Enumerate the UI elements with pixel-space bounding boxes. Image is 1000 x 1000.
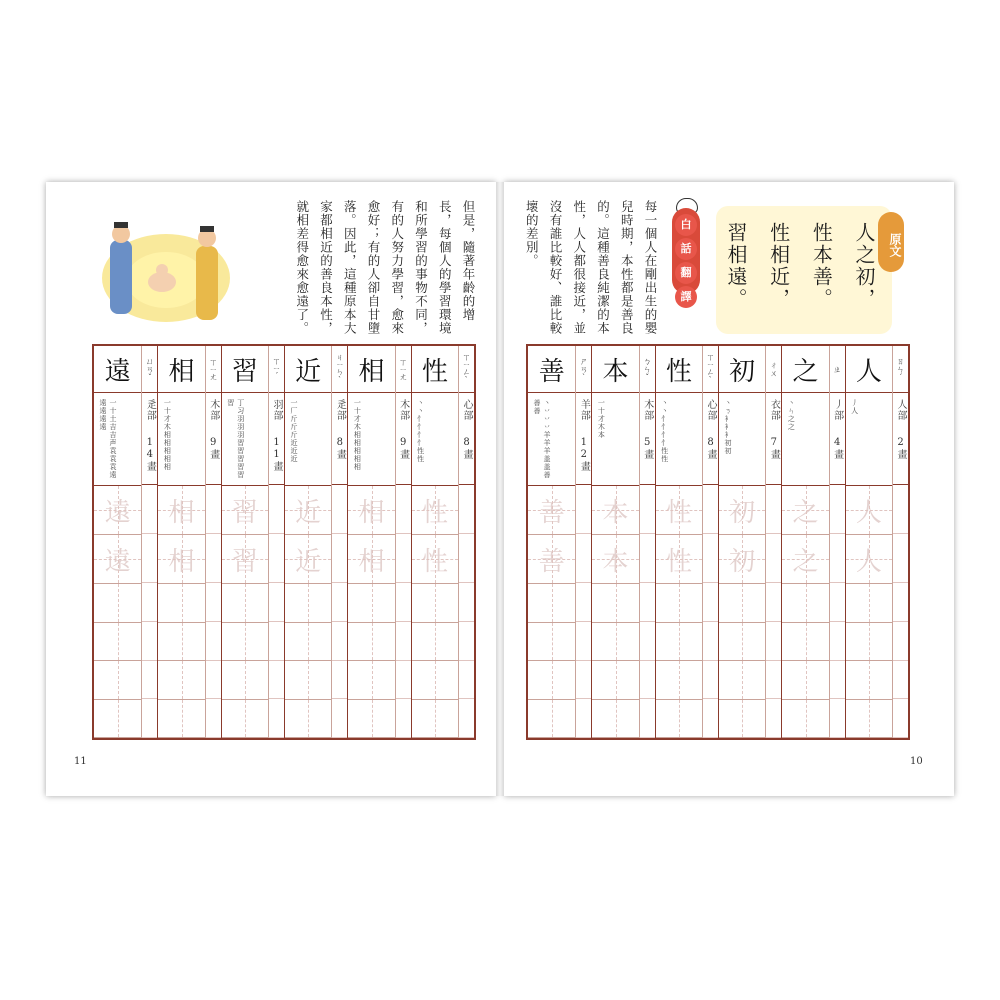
practice-blank-cell[interactable] xyxy=(846,584,892,623)
radical-label: 羊部 xyxy=(578,399,590,421)
zhuyin-label: ㄩㄢˇ xyxy=(142,346,157,393)
practice-blank-cell[interactable] xyxy=(412,661,458,700)
trace-character[interactable]: 習 xyxy=(222,535,268,584)
practice-blank-cell[interactable] xyxy=(222,661,268,700)
practice-blank-cell[interactable] xyxy=(719,700,765,739)
practice-column xyxy=(222,346,268,738)
model-character: 遠 xyxy=(94,346,141,393)
zhuyin-blank-cell xyxy=(766,583,781,622)
zhuyin-blank-cell xyxy=(269,583,284,622)
practice-blank-cell[interactable] xyxy=(656,700,702,739)
trace-character[interactable]: 相 xyxy=(348,486,394,535)
practice-blank-cell[interactable] xyxy=(782,623,828,662)
practice-blank-cell[interactable] xyxy=(528,584,575,623)
practice-blank-cell[interactable] xyxy=(592,661,638,700)
zhuyin-blank-cell xyxy=(396,583,411,622)
zhuyin-trace-cell xyxy=(830,485,845,534)
character-column xyxy=(528,346,591,738)
practice-column xyxy=(528,346,575,738)
practice-blank-cell[interactable] xyxy=(656,623,702,662)
character-column xyxy=(845,346,908,738)
radical-info xyxy=(396,393,411,485)
zhuyin-label: ㄔㄨ xyxy=(766,346,781,393)
practice-blank-cell[interactable] xyxy=(782,661,828,700)
zhuyin-blank-cell xyxy=(459,622,474,661)
zhuyin-blank-cell xyxy=(640,622,655,661)
zhuyin-label: ㄐㄧㄣˋ xyxy=(332,346,347,393)
stroke-count: 11畫 xyxy=(271,437,283,472)
model-character: 相 xyxy=(348,346,394,393)
zhuyin-trace-cell xyxy=(830,534,845,583)
classic-line: 性相近， xyxy=(766,222,791,310)
stroke-order: 丶丶忄忄忄忄性性 xyxy=(660,399,669,463)
character-column xyxy=(591,346,654,738)
zhuyin-trace-cell xyxy=(142,485,157,534)
zhuyin-label: ㄒㄧㄤ xyxy=(206,346,221,393)
model-character: 近 xyxy=(285,346,331,393)
zhuyin-blank-cell xyxy=(766,699,781,738)
stroke-order: 一十才木相相相相相 xyxy=(353,399,362,471)
zhuyin-blank-cell xyxy=(830,583,845,622)
model-character: 性 xyxy=(412,346,458,393)
zhuyin-blank-cell xyxy=(703,583,718,622)
radical-info xyxy=(459,393,474,485)
zhuyin-blank-cell xyxy=(142,699,157,738)
zhuyin-column xyxy=(829,346,845,738)
character-column xyxy=(94,346,157,738)
practice-column xyxy=(656,346,702,738)
practice-blank-cell[interactable] xyxy=(592,584,638,623)
zhuyin-label: ㄒㄧㄥˋ xyxy=(703,346,718,393)
classic-line: 習相遠。 xyxy=(724,222,748,310)
trace-character[interactable]: 習 xyxy=(222,486,268,535)
zhuyin-trace-cell xyxy=(576,534,591,583)
trace-character[interactable]: 近 xyxy=(285,486,331,535)
radical-info xyxy=(269,393,284,485)
trace-character[interactable]: 性 xyxy=(656,535,702,584)
zhuyin-blank-cell xyxy=(396,622,411,661)
practice-blank-cell[interactable] xyxy=(592,700,638,739)
zhuyin-blank-cell xyxy=(459,661,474,700)
practice-blank-cell[interactable] xyxy=(412,700,458,739)
radical-info xyxy=(206,393,221,485)
zhuyin-blank-cell xyxy=(830,699,845,738)
practice-column xyxy=(348,346,394,738)
trace-character[interactable]: 善 xyxy=(528,535,575,584)
practice-blank-cell[interactable] xyxy=(528,661,575,700)
radical-info xyxy=(142,393,157,485)
character-column xyxy=(411,346,474,738)
character-column xyxy=(718,346,781,738)
zhuyin-trace-cell xyxy=(703,534,718,583)
zhuyin-blank-cell xyxy=(206,661,221,700)
stroke-count: 8畫 xyxy=(461,437,472,460)
badge-char: 翻 xyxy=(675,262,697,284)
zhuyin-blank-cell xyxy=(576,622,591,661)
model-character: 初 xyxy=(719,346,765,393)
practice-blank-cell[interactable] xyxy=(285,700,331,739)
zhuyin-column xyxy=(575,346,591,738)
zhuyin-blank-cell xyxy=(576,699,591,738)
stroke-count: 12畫 xyxy=(578,437,590,472)
zhuyin-trace-cell xyxy=(396,485,411,534)
stroke-order-cell xyxy=(592,393,638,486)
character-column xyxy=(221,346,284,738)
radical-label: 木部 xyxy=(207,399,219,421)
character-column xyxy=(347,346,410,738)
practice-blank-cell[interactable] xyxy=(592,623,638,662)
stroke-order: 丶丶忄忄忄忄性性 xyxy=(416,399,425,463)
zhuyin-blank-cell xyxy=(893,661,908,700)
trace-character[interactable]: 相 xyxy=(348,535,394,584)
stroke-count: 9畫 xyxy=(397,437,409,460)
trace-character[interactable]: 遠 xyxy=(94,486,141,535)
stroke-order-cell xyxy=(348,393,394,486)
zhuyin-column xyxy=(458,346,474,738)
zhuyin-blank-cell xyxy=(766,622,781,661)
zhuyin-trace-cell xyxy=(459,485,474,534)
trace-character[interactable]: 本 xyxy=(592,486,638,535)
zhuyin-blank-cell xyxy=(766,661,781,700)
trace-character[interactable]: 人 xyxy=(846,486,892,535)
practice-blank-cell[interactable] xyxy=(719,661,765,700)
character-column xyxy=(655,346,718,738)
zhuyin-blank-cell xyxy=(206,583,221,622)
stroke-order: 一厂斤斤斤近近近 xyxy=(290,399,299,463)
zhuyin-label: ㄖㄣˊ xyxy=(893,346,908,393)
trace-character[interactable]: 之 xyxy=(782,535,828,584)
zhuyin-trace-cell xyxy=(640,485,655,534)
practice-blank-cell[interactable] xyxy=(285,623,331,662)
zhuyin-blank-cell xyxy=(459,583,474,622)
stroke-count: 8畫 xyxy=(705,437,717,460)
practice-blank-cell[interactable] xyxy=(656,661,702,700)
zhuyin-column xyxy=(702,346,718,738)
zhuyin-trace-cell xyxy=(332,534,347,583)
zhuyin-trace-cell xyxy=(703,485,718,534)
zhuyin-trace-cell xyxy=(893,534,908,583)
zhuyin-blank-cell xyxy=(332,699,347,738)
practice-blank-cell[interactable] xyxy=(656,584,702,623)
practice-column xyxy=(94,346,141,738)
radical-label: 心部 xyxy=(461,399,472,421)
radical-label: 人部 xyxy=(895,399,906,421)
zhuyin-trace-cell xyxy=(640,534,655,583)
zhuyin-blank-cell xyxy=(332,583,347,622)
radical-info xyxy=(332,393,347,485)
zhuyin-blank-cell xyxy=(703,622,718,661)
zhuyin-column xyxy=(892,346,908,738)
zhuyin-blank-cell xyxy=(396,661,411,700)
zhuyin-blank-cell xyxy=(142,583,157,622)
practice-blank-cell[interactable] xyxy=(846,700,892,739)
character-column xyxy=(284,346,347,738)
practice-blank-cell[interactable] xyxy=(348,623,394,662)
zhuyin-blank-cell xyxy=(703,699,718,738)
model-character: 習 xyxy=(222,346,268,393)
zhuyin-column xyxy=(395,346,411,738)
zhuyin-blank-cell xyxy=(830,661,845,700)
badge-char: 譯 xyxy=(675,286,697,308)
stroke-order-cell xyxy=(528,393,575,486)
stroke-count: 8畫 xyxy=(334,437,346,460)
practice-blank-cell[interactable] xyxy=(348,661,394,700)
zhuyin-column xyxy=(268,346,284,738)
practice-blank-cell[interactable] xyxy=(412,623,458,662)
zhuyin-blank-cell xyxy=(206,699,221,738)
zhuyin-label: ㄒㄧㄤ xyxy=(396,346,411,393)
radical-info xyxy=(830,393,845,485)
stroke-count: 14畫 xyxy=(144,437,156,472)
vernacular-translation-badge xyxy=(672,208,700,303)
zhuyin-trace-cell xyxy=(332,485,347,534)
radical-info xyxy=(703,393,718,485)
zhuyin-blank-cell xyxy=(893,583,908,622)
zhuyin-blank-cell xyxy=(640,699,655,738)
page-number-right: 10 xyxy=(910,756,923,767)
book-spine xyxy=(496,182,504,796)
practice-blank-cell[interactable] xyxy=(94,661,141,700)
stroke-order-cell xyxy=(846,393,892,486)
classic-line: 人之初， xyxy=(851,222,876,310)
practice-column xyxy=(719,346,765,738)
page-number-left: 11 xyxy=(74,756,87,767)
character-column xyxy=(781,346,844,738)
stroke-order-cell xyxy=(782,393,828,486)
practice-blank-cell[interactable] xyxy=(94,700,141,739)
zhuyin-label: ㄒㄧˊ xyxy=(269,346,284,393)
zhuyin-trace-cell xyxy=(206,485,221,534)
practice-blank-cell[interactable] xyxy=(222,623,268,662)
badge-char: 話 xyxy=(675,238,697,260)
stroke-count: 2畫 xyxy=(895,437,906,460)
practice-column xyxy=(782,346,828,738)
translation-prose-left: 但是，隨著年齡的增長，每個人的學習環境和所學習的事物不同，有的人努力學習，愈來愈好；有的人卻自甘墮落。因此，這種原本大家都相近的善良本性，就相差得愈來愈遠了。 xyxy=(294,200,476,335)
trace-character[interactable]: 相 xyxy=(158,535,204,584)
zhuyin-blank-cell xyxy=(206,622,221,661)
practice-column xyxy=(592,346,638,738)
zhuyin-blank-cell xyxy=(893,622,908,661)
original-text-badge: 原文 xyxy=(878,212,904,272)
stroke-order-cell xyxy=(412,393,458,486)
zhuyin-trace-cell xyxy=(576,485,591,534)
stroke-order-cell xyxy=(656,393,702,486)
stroke-order: 一十才木本 xyxy=(597,399,606,439)
zhuyin-blank-cell xyxy=(269,622,284,661)
zhuyin-column xyxy=(141,346,157,738)
practice-blank-cell[interactable] xyxy=(285,661,331,700)
practice-blank-cell[interactable] xyxy=(158,584,204,623)
radical-info xyxy=(576,393,591,485)
zhuyin-trace-cell xyxy=(142,534,157,583)
trace-character[interactable]: 性 xyxy=(656,486,702,535)
practice-blank-cell[interactable] xyxy=(158,700,204,739)
stroke-order: 丁习羽羽羽習習習習習習 xyxy=(226,399,245,479)
radical-label: 木部 xyxy=(397,399,409,421)
practice-blank-cell[interactable] xyxy=(222,700,268,739)
model-character: 之 xyxy=(782,346,828,393)
radical-label: 辵部 xyxy=(144,399,156,421)
practice-blank-cell[interactable] xyxy=(719,623,765,662)
stroke-count: 4畫 xyxy=(831,437,843,460)
zhuyin-column xyxy=(765,346,781,738)
zhuyin-trace-cell xyxy=(766,534,781,583)
practice-blank-cell[interactable] xyxy=(782,584,828,623)
practice-blank-cell[interactable] xyxy=(158,661,204,700)
practice-column xyxy=(285,346,331,738)
trace-character[interactable]: 近 xyxy=(285,535,331,584)
stroke-order-cell xyxy=(719,393,765,486)
practice-blank-cell[interactable] xyxy=(782,700,828,739)
zhuyin-blank-cell xyxy=(703,661,718,700)
zhuyin-label: ㄕㄢˋ xyxy=(576,346,591,393)
practice-column xyxy=(846,346,892,738)
classic-text xyxy=(720,222,880,332)
practice-blank-cell[interactable] xyxy=(719,584,765,623)
stroke-order: 一十土吉吉声袁袁袁遠遠遠遠遠 xyxy=(99,399,118,479)
zhuyin-trace-cell xyxy=(766,485,781,534)
practice-blank-cell[interactable] xyxy=(846,623,892,662)
practice-blank-cell[interactable] xyxy=(158,623,204,662)
zhuyin-blank-cell xyxy=(332,622,347,661)
stroke-order-cell xyxy=(222,393,268,486)
zhuyin-blank-cell xyxy=(269,661,284,700)
radical-info xyxy=(640,393,655,485)
practice-blank-cell[interactable] xyxy=(412,584,458,623)
zhuyin-label: ㄓ xyxy=(830,346,845,393)
zhuyin-trace-cell xyxy=(459,534,474,583)
practice-blank-cell[interactable] xyxy=(528,623,575,662)
zhuyin-blank-cell xyxy=(576,583,591,622)
model-character: 相 xyxy=(158,346,204,393)
trace-character[interactable]: 初 xyxy=(719,486,765,535)
zhuyin-blank-cell xyxy=(459,699,474,738)
zhuyin-trace-cell xyxy=(206,534,221,583)
practice-blank-cell[interactable] xyxy=(528,700,575,739)
zhuyin-trace-cell xyxy=(269,534,284,583)
trace-character[interactable]: 相 xyxy=(158,486,204,535)
zhuyin-column xyxy=(205,346,221,738)
radical-label: 心部 xyxy=(705,399,717,421)
stroke-order: 丶ㄋ衤衤衤初初 xyxy=(724,399,733,455)
zhuyin-blank-cell xyxy=(576,661,591,700)
radical-label: 木部 xyxy=(641,399,653,421)
practice-blank-cell[interactable] xyxy=(222,584,268,623)
trace-character[interactable]: 性 xyxy=(412,535,458,584)
zhuyin-blank-cell xyxy=(332,661,347,700)
stroke-order-cell xyxy=(285,393,331,486)
character-practice-grid-right xyxy=(526,344,910,740)
trace-character[interactable]: 本 xyxy=(592,535,638,584)
trace-character[interactable]: 遠 xyxy=(94,535,141,584)
model-character: 善 xyxy=(528,346,575,393)
zhuyin-label: ㄒㄧㄥˋ xyxy=(459,346,474,393)
zhuyin-blank-cell xyxy=(893,699,908,738)
stroke-order: 丶ㄣ之之 xyxy=(787,399,796,431)
practice-blank-cell[interactable] xyxy=(348,700,394,739)
practice-blank-cell[interactable] xyxy=(94,584,141,623)
zhuyin-blank-cell xyxy=(830,622,845,661)
zhuyin-trace-cell xyxy=(893,485,908,534)
stroke-count: 5畫 xyxy=(641,437,653,460)
model-character: 本 xyxy=(592,346,638,393)
classic-line: 性本善。 xyxy=(809,222,834,310)
trace-character[interactable]: 初 xyxy=(719,535,765,584)
zhuyin-label: ㄅㄣˇ xyxy=(640,346,655,393)
illustration-scholars-and-baby xyxy=(96,216,238,332)
translation-prose-right: 每一個人在剛出生的嬰兒時期，本性都是善良的。這種善良純潔的本性，人人都很接近，並沒有誰比較好、誰比較壞的差別。 xyxy=(524,200,658,335)
trace-character[interactable]: 性 xyxy=(412,486,458,535)
badge-char: 白 xyxy=(675,214,697,236)
stroke-order-cell xyxy=(94,393,141,486)
character-practice-grid-left xyxy=(92,344,476,740)
zhuyin-blank-cell xyxy=(640,583,655,622)
stroke-order: 丶丷丷丷羊羊羊盖盖善善善 xyxy=(533,399,552,479)
zhuyin-blank-cell xyxy=(142,622,157,661)
zhuyin-blank-cell xyxy=(396,699,411,738)
practice-blank-cell[interactable] xyxy=(846,661,892,700)
model-character: 性 xyxy=(656,346,702,393)
radical-label: 丿部 xyxy=(831,399,843,421)
trace-character[interactable]: 善 xyxy=(528,486,575,535)
stroke-order: 一十才木相相相相相 xyxy=(163,399,172,471)
zhuyin-blank-cell xyxy=(142,661,157,700)
zhuyin-trace-cell xyxy=(269,485,284,534)
zhuyin-column xyxy=(639,346,655,738)
zhuyin-column xyxy=(331,346,347,738)
stroke-order-cell xyxy=(158,393,204,486)
practice-blank-cell[interactable] xyxy=(348,584,394,623)
radical-label: 衣部 xyxy=(768,399,780,421)
stroke-count: 9畫 xyxy=(207,437,219,460)
practice-blank-cell[interactable] xyxy=(94,623,141,662)
stroke-count: 7畫 xyxy=(768,437,780,460)
character-column xyxy=(157,346,220,738)
zhuyin-trace-cell xyxy=(396,534,411,583)
practice-column xyxy=(412,346,458,738)
radical-label: 羽部 xyxy=(271,399,283,421)
model-character: 人 xyxy=(846,346,892,393)
radical-label: 辵部 xyxy=(334,399,346,421)
radical-info xyxy=(893,393,908,485)
trace-character[interactable]: 人 xyxy=(846,535,892,584)
stroke-order: 丿人 xyxy=(850,399,859,415)
practice-blank-cell[interactable] xyxy=(285,584,331,623)
trace-character[interactable]: 之 xyxy=(782,486,828,535)
radical-info xyxy=(766,393,781,485)
zhuyin-blank-cell xyxy=(640,661,655,700)
zhuyin-blank-cell xyxy=(269,699,284,738)
practice-column xyxy=(158,346,204,738)
